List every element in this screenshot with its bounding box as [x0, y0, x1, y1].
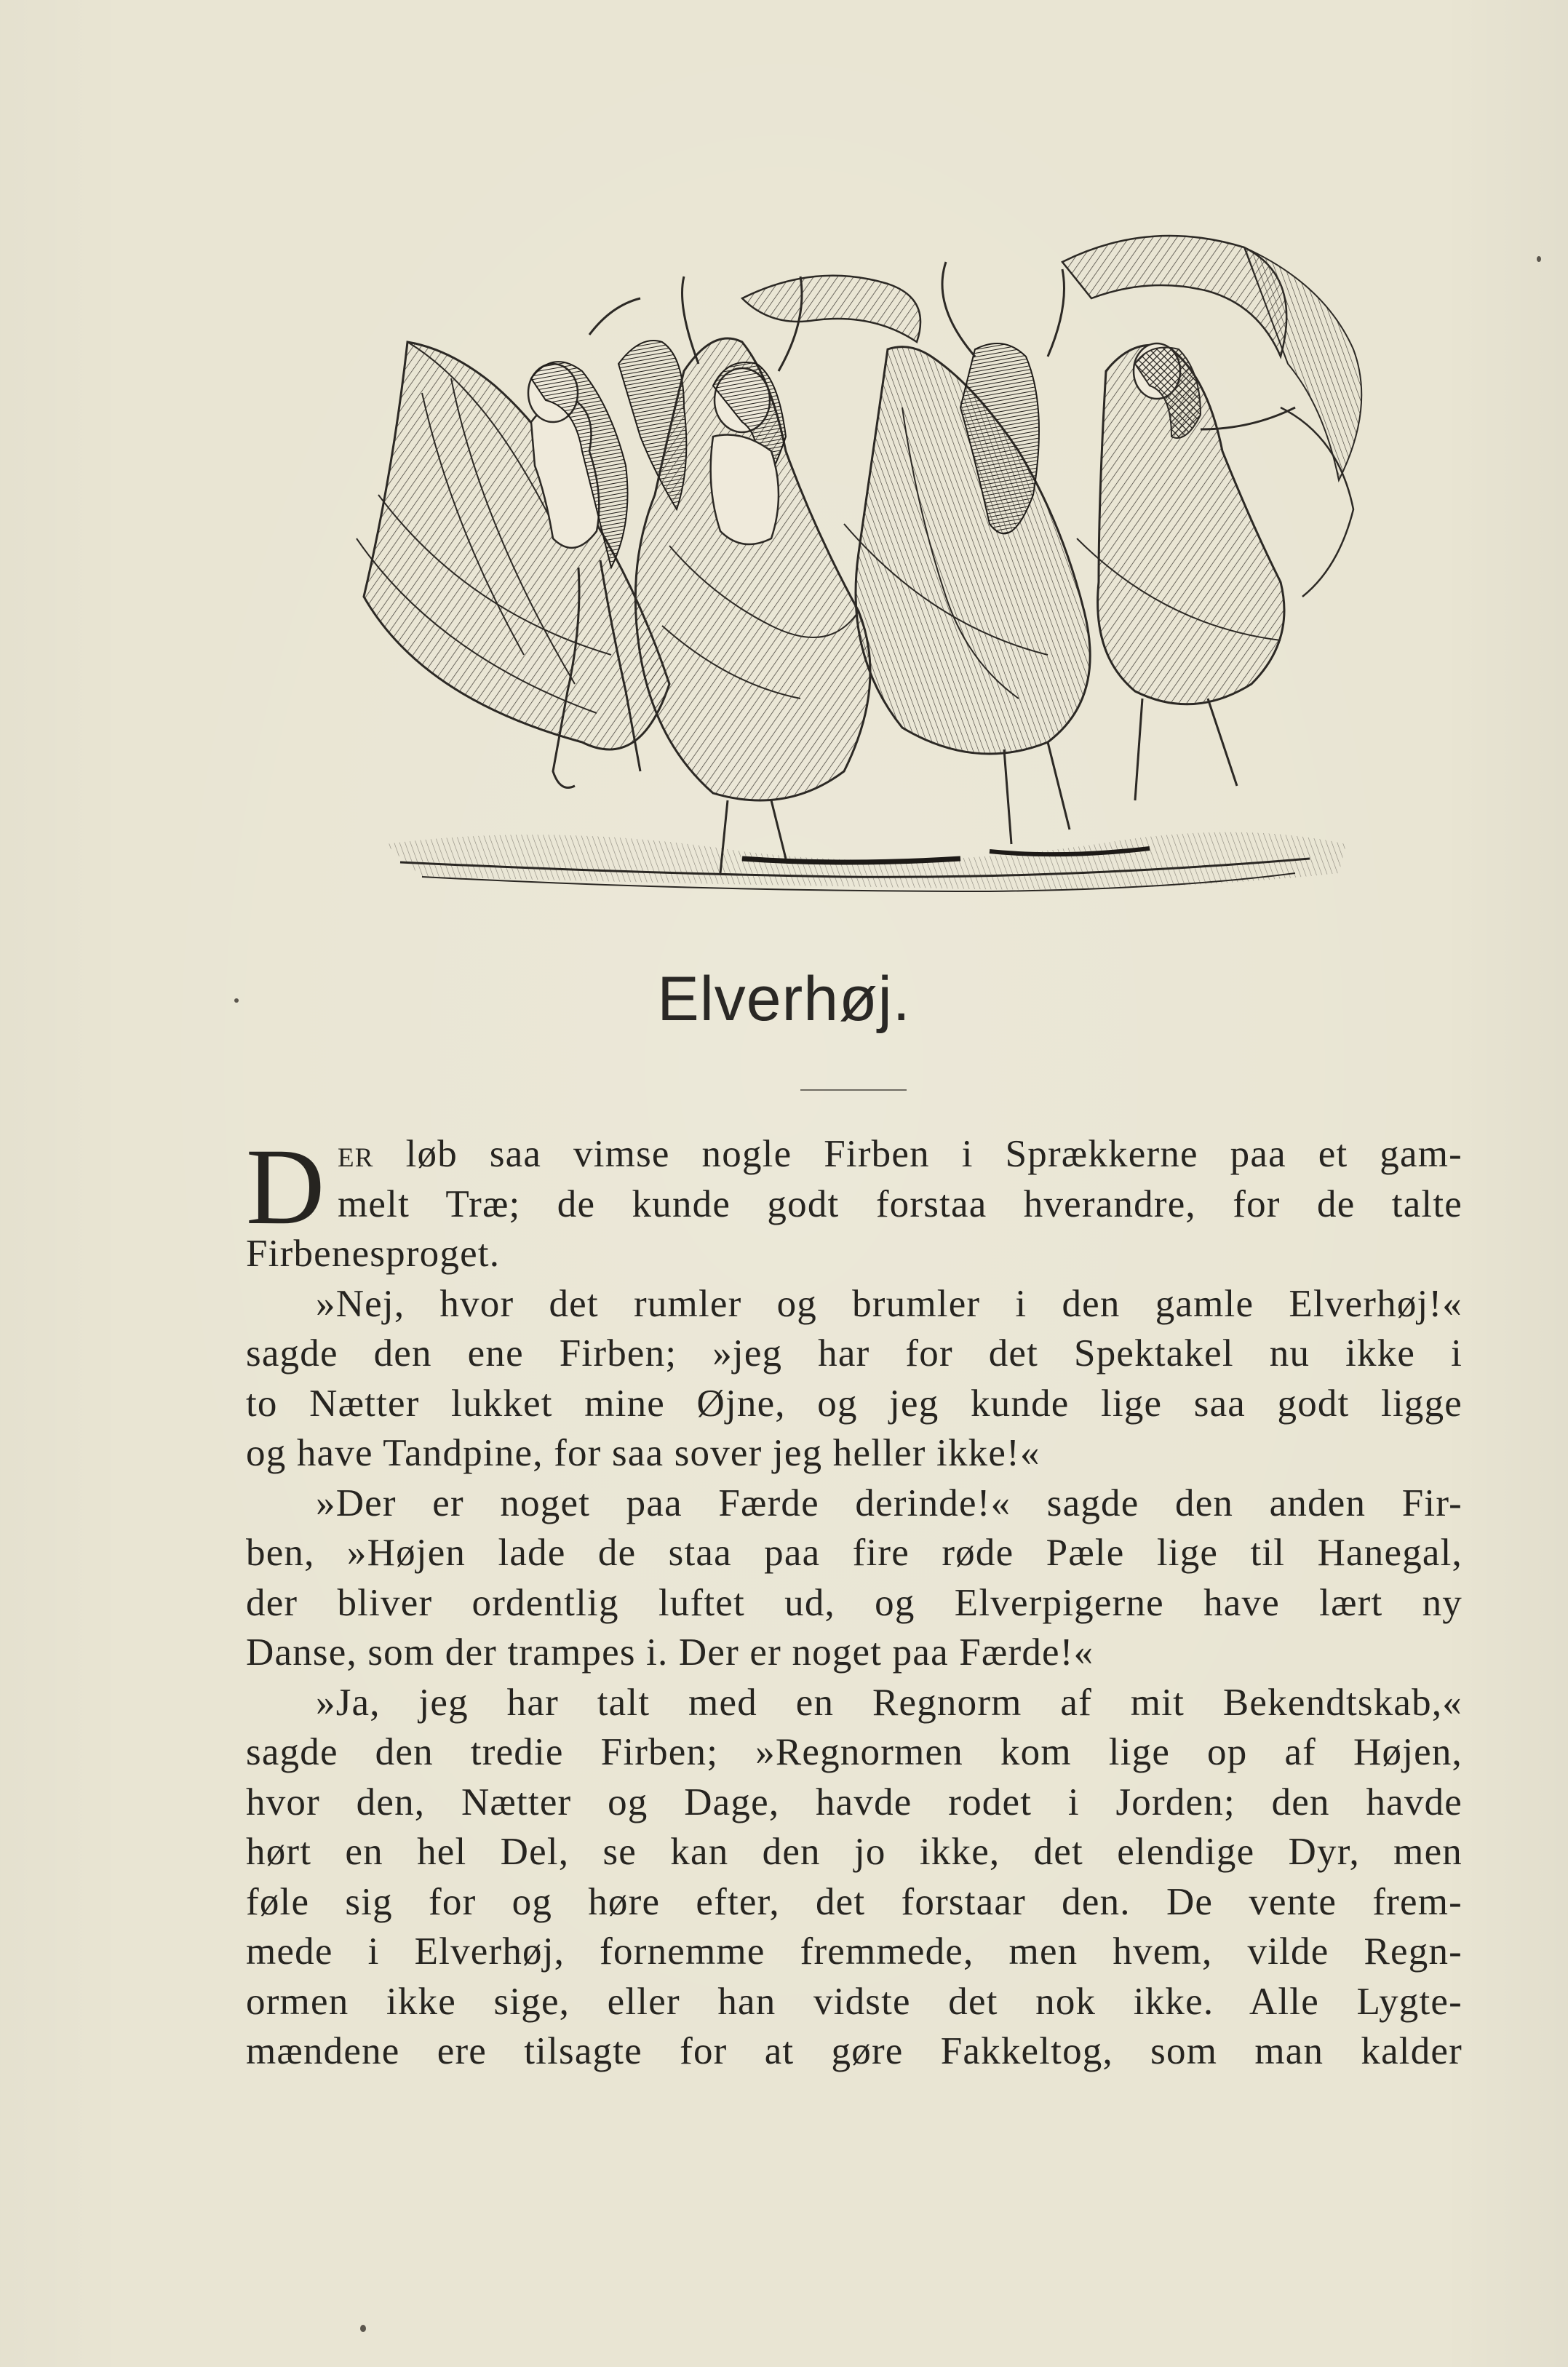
- text-line: ben, »Højen lade de staa paa fire røde Pæle lige til Hanegal,: [246, 1532, 1462, 1574]
- text-line: »Der er noget paa Færde derinde!« sagde den anden Fir-: [316, 1481, 1462, 1524]
- text-line: ormen ikke sige, eller han vidste det nok ikke. Alle Lygte-: [246, 1980, 1462, 2023]
- dancing-elf-maidens-engraving-icon: [335, 218, 1368, 924]
- text-line: sagde den tredie Firben; »Regnormen kom lige op af Højen,: [246, 1731, 1462, 1773]
- drop-cap: D: [246, 1126, 325, 1247]
- chapter-title: Elverhøj.: [657, 964, 911, 1034]
- text-line: »Nej, hvor det rumler og brumler i den gamle Elverhøj!«: [316, 1282, 1462, 1325]
- text-line: hørt en hel Del, se kan den jo ikke, det elendige Dyr, men: [246, 1831, 1462, 1873]
- text-line: og have Tandpine, for saa sover jeg heller ikke!«: [246, 1432, 1040, 1474]
- body-text: [246, 1126, 1462, 2077]
- text-line: der bliver ordentlig luftet ud, og Elverpigerne have lært ny: [246, 1581, 1462, 1624]
- ink-speck: [234, 998, 239, 1003]
- text-line: er løb saa vimse nogle Firben i Sprækkerne paa et gam-: [338, 1133, 1462, 1175]
- title-divider: [800, 1089, 907, 1091]
- ink-speck: [1537, 256, 1541, 262]
- text-line: sagde den ene Firben; »jeg har for det Spektakel nu ikke i: [246, 1332, 1462, 1375]
- text-line: Firbenesproget.: [246, 1233, 501, 1275]
- text-line: mændene ere tilsagte for at gøre Fakkeltog, som man kalder: [246, 2030, 1462, 2072]
- text-line: hvor den, Nætter og Dage, havde rodet i Jorden; den havde: [246, 1781, 1462, 1823]
- text-line: melt Træ; de kunde godt forstaa hverandre, for de talte: [338, 1182, 1462, 1225]
- text-line: mede i Elverhøj, fornemme fremmede, men hvem, vilde Regn-: [246, 1930, 1462, 1973]
- text-line: to Nætter lukket mine Øjne, og jeg kunde lige saa godt ligge: [246, 1382, 1462, 1425]
- text-line: »Ja, jeg har talt med en Regnorm af mit Bekendtskab,«: [316, 1681, 1462, 1724]
- text-line: Danse, som der trampes i. Der er noget paa Færde!«: [246, 1631, 1094, 1674]
- text-line: føle sig for og høre efter, det forstaar den. De vente frem-: [246, 1880, 1462, 1923]
- ink-speck: [360, 2325, 366, 2332]
